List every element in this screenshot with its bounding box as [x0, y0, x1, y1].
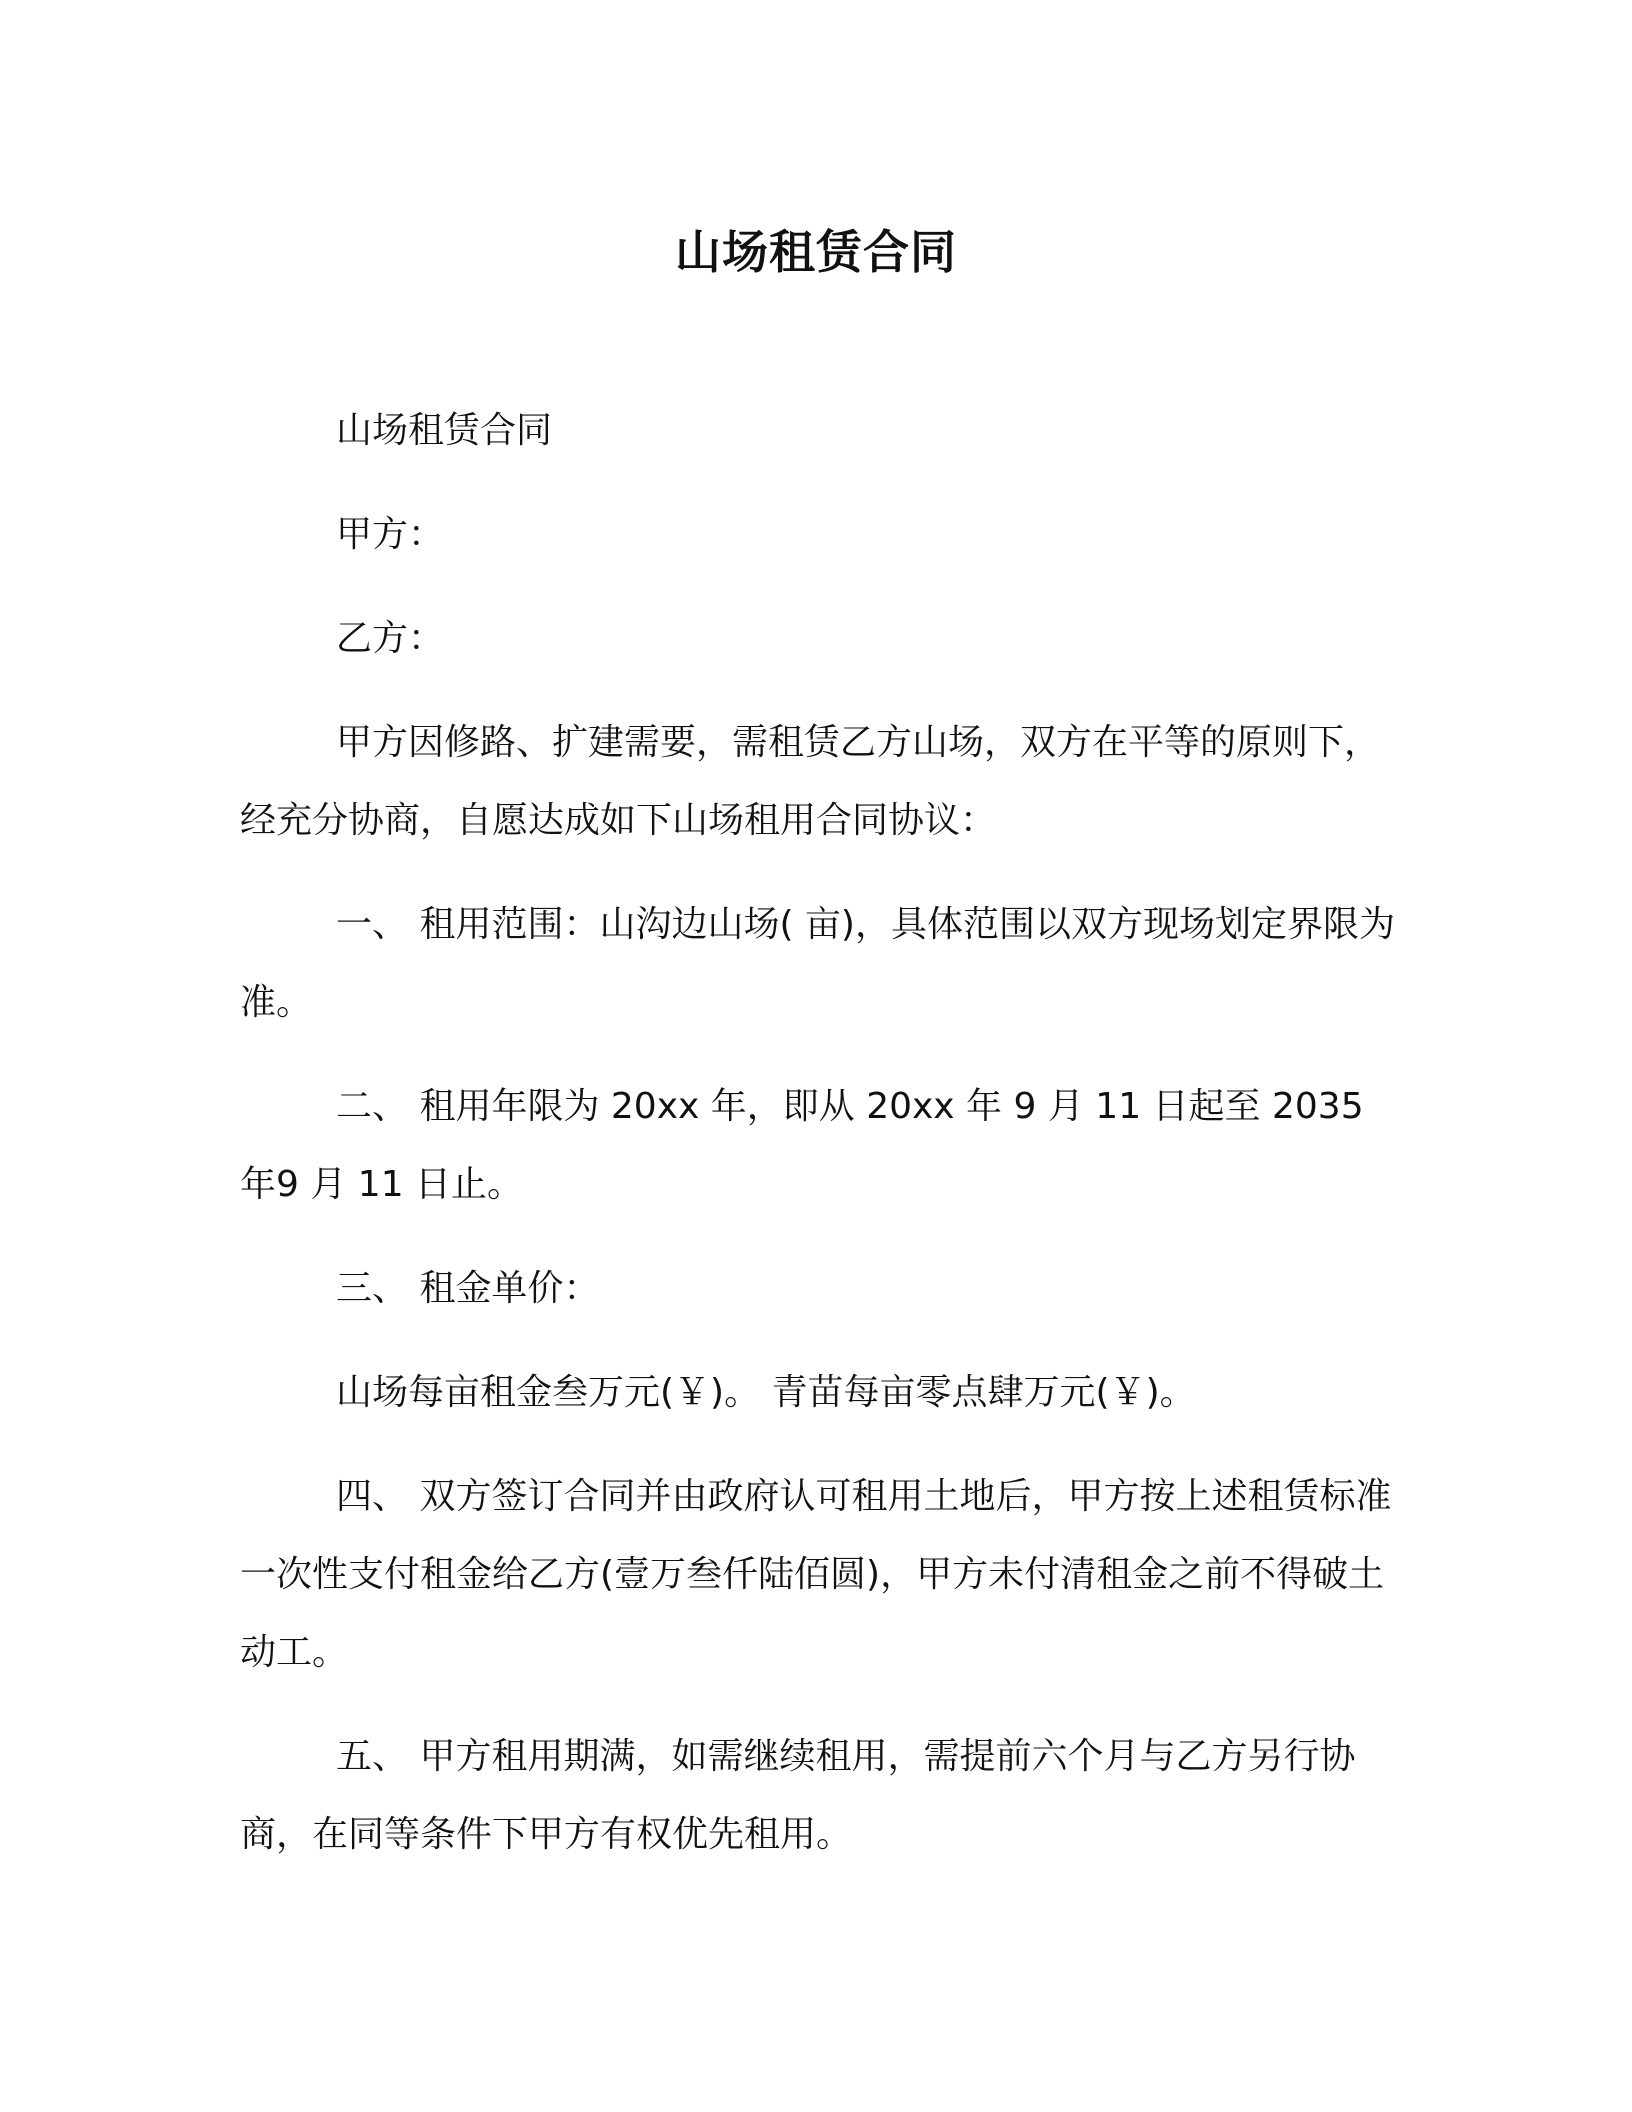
- paragraph-clause-4: 四、 双方签订合同并由政府认可租用土地后，甲方按上述租赁标准一次性支付租金给乙方(壹万叁仟陆佰圆)，甲方未付清租金之前不得破土动工。: [240, 1476, 1392, 1673]
- paragraph-subtitle: 山场租赁合同: [336, 410, 553, 451]
- paragraph-clause-1: 一、 租用范围：山沟边山场( 亩)，具体范围以双方现场划定界限为准。: [240, 904, 1395, 1023]
- paragraph-preamble: 甲方因修路、扩建需要，需租赁乙方山场，双方在平等的原则下，经充分协商，自愿达成如下山场租用合同协议：: [240, 722, 1381, 841]
- paragraph-rent-rates: 山场每亩租金叁万元(￥)。 青苗每亩零点肆万元(￥)。: [336, 1372, 1196, 1413]
- document-body: [240, 392, 1400, 1900]
- paragraph-clause-5: 五、 甲方租用期满，如需继续租用，需提前六个月与乙方另行协商，在同等条件下甲方有权优先租用。: [240, 1736, 1356, 1855]
- paragraph-party-a: 甲方：: [336, 514, 445, 555]
- paragraph-clause-2: 二、 租用年限为 20xx 年，即从 20xx 年 9 月 11 日起至 2035 年9 月 11 日止。: [240, 1086, 1364, 1205]
- paragraph-clause-3: 三、 租金单价：: [336, 1268, 600, 1309]
- document-title: 山场租赁合同: [675, 225, 957, 279]
- paragraph-party-b: 乙方：: [336, 618, 445, 659]
